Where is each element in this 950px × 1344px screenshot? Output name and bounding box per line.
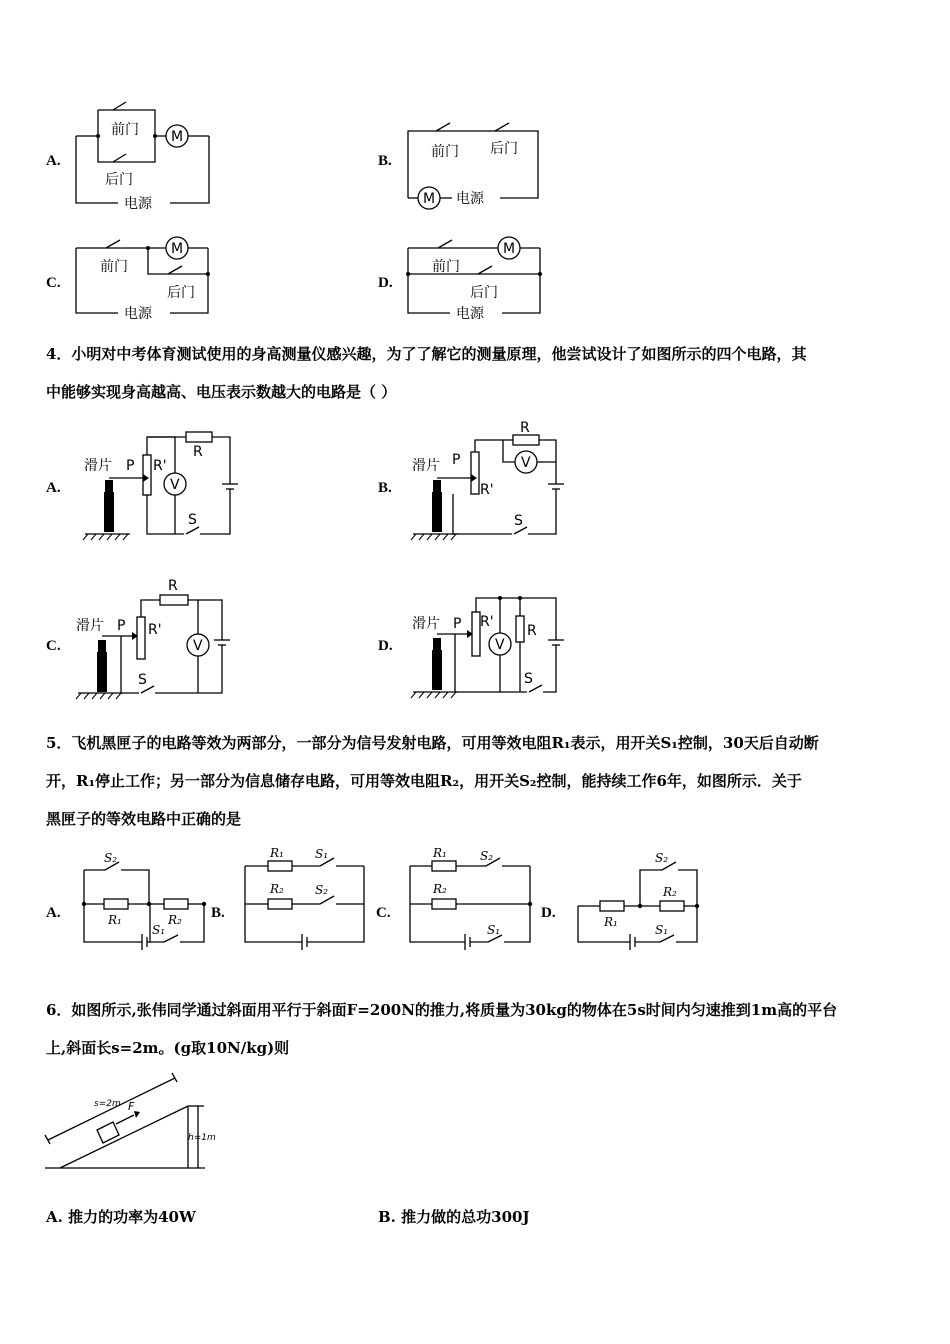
q6-text-line1: 6．如图所示,张伟同学通过斜面用平行于斜面F=200N的推力,将质量为30kg的物体在5s时间内匀速推到1m高的平台 bbox=[46, 1001, 838, 1019]
q4-a-p-label: P bbox=[126, 458, 135, 474]
q4-d-p-label: P bbox=[453, 616, 462, 632]
q4-d-volt-label: V bbox=[495, 637, 505, 653]
q5-b-r2-label: R₂ bbox=[270, 882, 284, 896]
q4-a-switch-label: S bbox=[188, 512, 197, 528]
q6-h-label: h=1m bbox=[188, 1133, 216, 1143]
q5-b-r1-label: R₁ bbox=[270, 846, 284, 860]
q3-b-front-label: 前门 bbox=[431, 144, 459, 160]
q5-d-r2-label: R₂ bbox=[663, 885, 677, 899]
q3-c-front-label: 前门 bbox=[100, 259, 128, 275]
q5-option-d-letter: D. bbox=[541, 905, 556, 921]
q4-c-switch-label: S bbox=[138, 672, 147, 688]
q6-option-a bbox=[46, 1206, 196, 1227]
q5-b-s1-label: S₁ bbox=[315, 847, 329, 861]
q4-a-rvar-label: R' bbox=[153, 458, 167, 474]
q3-c-motor-label: M bbox=[171, 241, 184, 257]
q6-f-label: F bbox=[128, 1100, 135, 1113]
q4-c-p-label: P bbox=[117, 618, 126, 634]
q4-b-volt-label: V bbox=[521, 455, 531, 471]
q6-s-label: s=2m bbox=[94, 1099, 121, 1109]
q6-option-b-text: 推力做的总功300J bbox=[401, 1208, 530, 1226]
q3-a-back-label: 后门 bbox=[105, 172, 133, 188]
q6-block bbox=[97, 1122, 119, 1143]
q4-b-switch-label: S bbox=[514, 513, 523, 529]
q5-a-s1-label: S₁ bbox=[152, 923, 166, 937]
q5-a-s2-label: S₂ bbox=[104, 851, 118, 865]
q5-a-r2-label: R₂ bbox=[168, 913, 182, 927]
q4-b-p-label: P bbox=[452, 452, 461, 468]
q5-text-line2: 开，R₁停止工作；另一部分为信息储存电路，可用等效电阻R₂，用开关S₂控制，能持续工作6年，如图所示．关于 bbox=[46, 772, 802, 790]
q5-d-s1-label: S₁ bbox=[655, 923, 669, 937]
q4-option-a-letter: A. bbox=[46, 480, 61, 496]
q4-d-r-label: R bbox=[527, 623, 537, 639]
q3-b-motor-label: M bbox=[423, 191, 436, 207]
q3-c-back-label: 后门 bbox=[167, 285, 195, 301]
q4-b-r-label: R bbox=[520, 420, 530, 436]
q5-text-line3: 黑匣子的等效电路中正确的是 bbox=[46, 810, 242, 828]
q6-option-a-letter: A. bbox=[46, 1208, 63, 1226]
q4-b-rvar-label: R' bbox=[480, 482, 494, 498]
q5-text-line1: 5．飞机黑匣子的电路等效为两部分，一部分为信号发射电路，可用等效电阻R₁表示，用开关S₁控制，30天后自动断 bbox=[46, 734, 819, 752]
q3-option-d-letter: D. bbox=[378, 275, 393, 291]
q3-a-front-label: 前门 bbox=[111, 122, 139, 138]
q4-d-slider-label: 滑片 bbox=[412, 616, 440, 632]
q4-text-line1: 4．小明对中考体育测试使用的身高测量仪感兴趣，为了了解它的测量原理，他尝试设计了如图所示的四个电路，其 bbox=[46, 345, 807, 363]
q3-option-b-letter: B. bbox=[378, 153, 392, 169]
q6-option-a-text: 推力的功率为40W bbox=[68, 1208, 196, 1226]
q4-d-rvar-label: R' bbox=[480, 614, 494, 630]
q6-option-b-letter: B. bbox=[378, 1208, 396, 1226]
q5-d-r1-label: R₁ bbox=[604, 915, 618, 929]
q3-d-back-label: 后门 bbox=[470, 285, 498, 301]
q4-text-line2: 中能够实现身高越高、电压表示数越大的电路是（ ） bbox=[46, 383, 397, 401]
q5-option-c-letter: C. bbox=[376, 905, 391, 921]
q5-c-r1-label: R₁ bbox=[433, 846, 447, 860]
q3-c-source-label: 电源 bbox=[124, 306, 152, 322]
q4-c-r-label: R bbox=[168, 578, 178, 594]
q6-slope bbox=[60, 1106, 188, 1168]
q3-option-a-letter: A. bbox=[46, 153, 61, 169]
q4-a-volt-label: V bbox=[170, 477, 180, 493]
q3-d-front-label: 前门 bbox=[432, 259, 460, 275]
q5-d-s2-label: S₂ bbox=[655, 851, 669, 865]
q4-option-d-letter: D. bbox=[378, 638, 393, 654]
q5-c-s1-label: S₁ bbox=[487, 923, 501, 937]
q5-option-b-letter: B. bbox=[211, 905, 225, 921]
q4-a-r-label: R bbox=[193, 444, 203, 460]
q5-c-r2-label: R₂ bbox=[433, 882, 447, 896]
q4-d-switch-label: S bbox=[524, 671, 533, 687]
q4-c-volt-label: V bbox=[193, 638, 203, 654]
q3-option-c-letter: C. bbox=[46, 275, 61, 291]
q4-b-slider-label: 滑片 bbox=[412, 458, 440, 474]
q6-text-line2: 上,斜面长s=2m。(g取10N/kg)则 bbox=[46, 1039, 290, 1057]
q3-d-source-label: 电源 bbox=[456, 306, 484, 322]
q3-a-source-label: 电源 bbox=[124, 196, 152, 212]
q4-option-c-letter: C. bbox=[46, 638, 61, 654]
q4-c-slider-label: 滑片 bbox=[76, 618, 104, 634]
q3-d-motor-label: M bbox=[503, 241, 516, 257]
q6-length-line bbox=[48, 1078, 175, 1140]
q3-b-back-label: 后门 bbox=[490, 141, 518, 157]
q3-a-motor-label: M bbox=[171, 129, 184, 145]
q5-option-a-letter: A. bbox=[46, 905, 61, 921]
q4-c-rvar-label: R' bbox=[148, 622, 162, 638]
q3-b-source-label: 电源 bbox=[456, 191, 484, 207]
q6-option-b bbox=[378, 1206, 530, 1227]
q5-c-s2-label: S₂ bbox=[480, 849, 494, 863]
q6-force-arrow bbox=[116, 1115, 134, 1124]
q5-b-s2-label: S₂ bbox=[315, 883, 329, 897]
q4-option-b-letter: B. bbox=[378, 480, 392, 496]
q4-a-slider-label: 滑片 bbox=[84, 458, 112, 474]
q5-a-r1-label: R₁ bbox=[108, 913, 122, 927]
